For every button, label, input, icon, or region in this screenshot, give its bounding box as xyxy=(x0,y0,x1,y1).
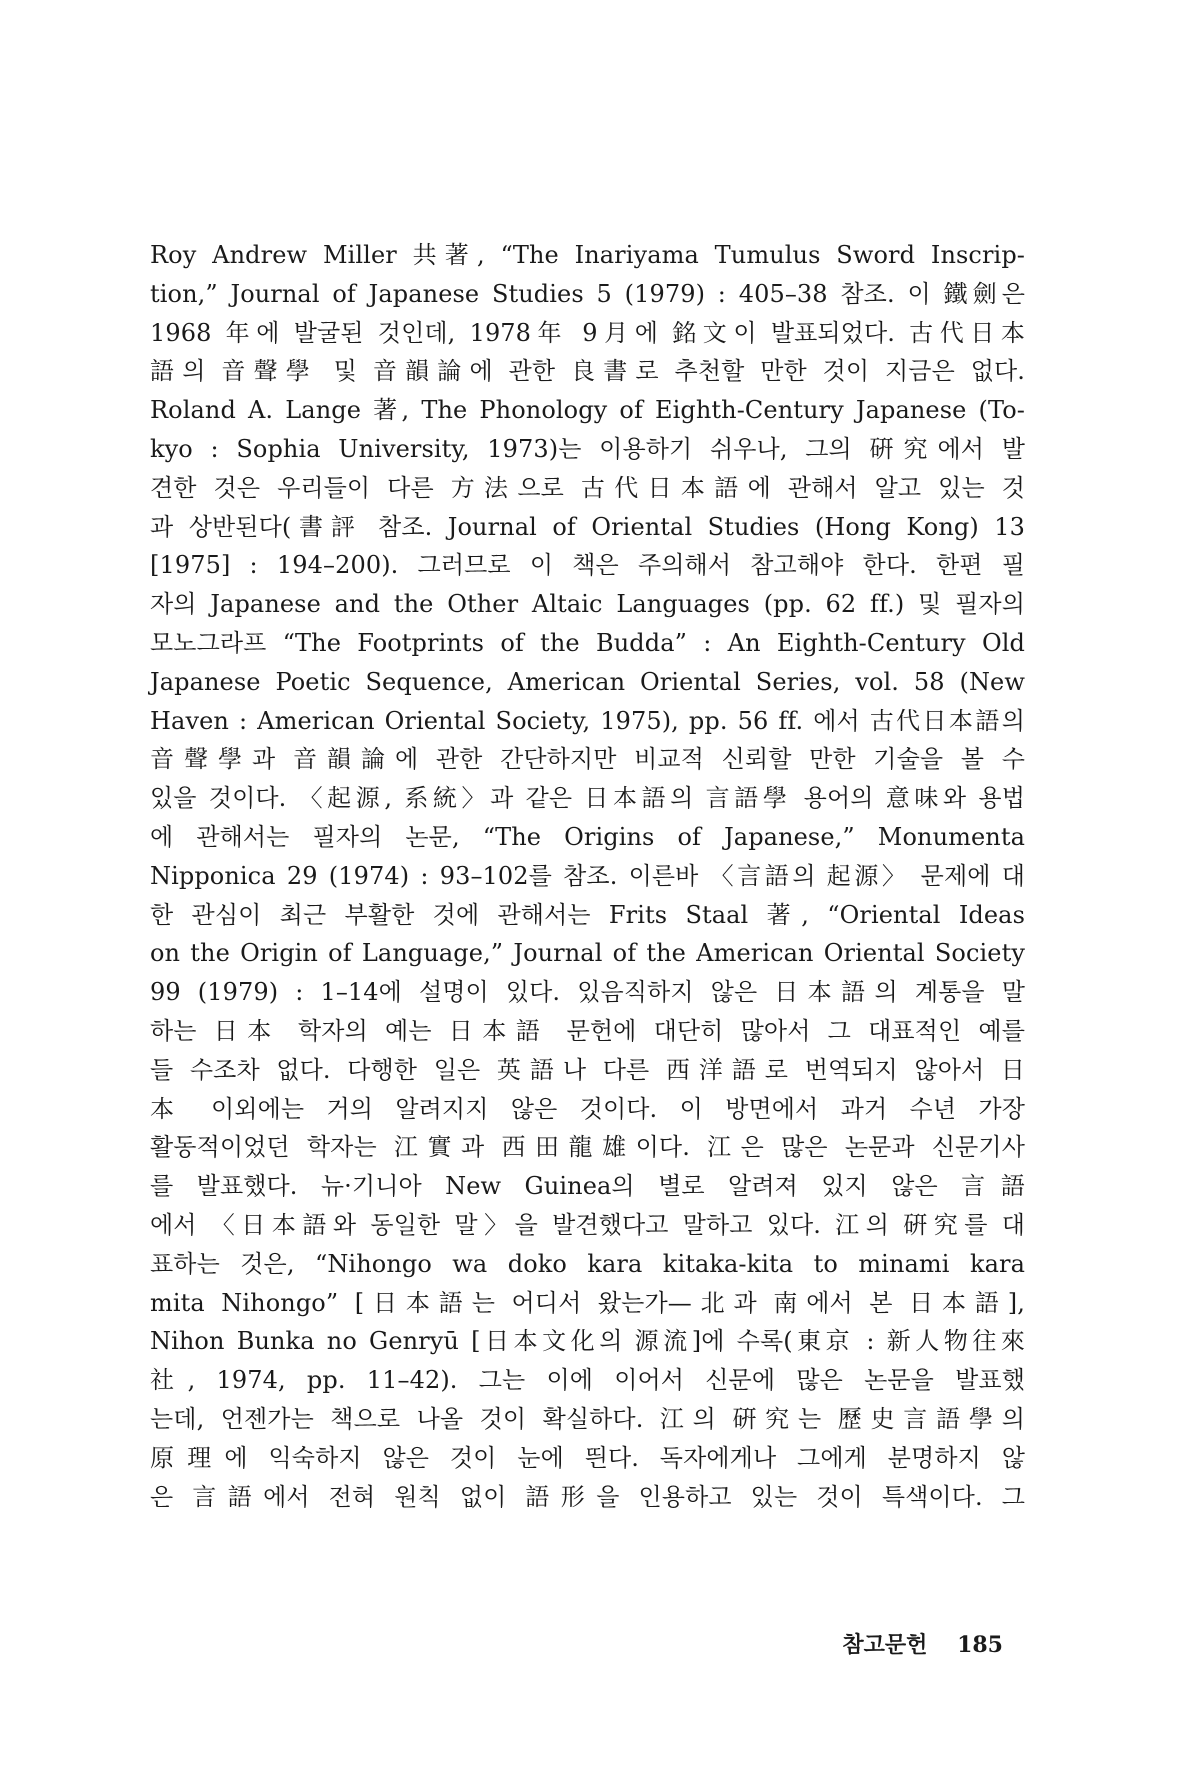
text-line: 과 상반된다(書評 참조. Journal of Oriental Studies (Hong Kong) 13 xyxy=(150,512,1025,541)
text-line: Japanese Poetic Sequence, American Oriental Series, vol. 58 (New xyxy=(150,667,1025,696)
text-line: 社, 1974, pp. 11–42). 그는 이에 이어서 신문에 많은 논문을 발표했 xyxy=(150,1366,1025,1395)
running-footer-title: 참고문헌 xyxy=(842,1632,928,1658)
text-line: 자의 Japanese and the Other Altaic Languages (pp. 62 ff.) 및 필자의 xyxy=(150,590,1025,619)
text-line: 를 발표했다. 뉴·기니아 New Guinea의 별로 알려져 있지 않은 言語 xyxy=(150,1172,1025,1201)
text-line: 활동적이었던 학자는 江實과 西田龍雄이다. 江은 많은 논문과 신문기사 xyxy=(150,1133,1025,1162)
text-line: mita Nihongo” [日本語는 어디서 왔는가—北과 南에서 본 日本語], xyxy=(150,1288,1025,1317)
text-line: 에서 〈日本語와 동일한 말〉을 발견했다고 말하고 있다. 江의 硏究를 대 xyxy=(150,1210,1025,1239)
page-footer xyxy=(842,1628,1003,1659)
bibliography-body xyxy=(150,236,1025,1516)
text-line: tion,” Journal of Japanese Studies 5 (1979) : 405–38 참조. 이 鐵劍은 xyxy=(150,279,1025,308)
text-line: 견한 것은 우리들이 다른 方法으로 古代日本語에 관해서 알고 있는 것 xyxy=(150,473,1025,502)
text-line: Nipponica 29 (1974) : 93–102를 참조. 이른바 〈言語의 起源〉 문제에 대 xyxy=(150,861,1025,890)
text-line: 모노그라프 “The Footprints of the Budda” : An Eighth-Century Old xyxy=(150,628,1025,657)
text-line: on the Origin of Language,” Journal of the American Oriental Society xyxy=(150,939,1025,968)
text-line: 있을 것이다. 〈起源, 系統〉과 같은 日本語의 言語學 용어의 意味와 용법 xyxy=(150,784,1025,813)
text-line: 는데, 언젠가는 책으로 나올 것이 확실하다. 江의 硏究는 歷史言語學의 xyxy=(150,1404,1025,1433)
text-line: 1968 年에 발굴된 것인데, 1978年 9月에 銘文이 발표되었다. 古代日本 xyxy=(150,318,1025,347)
text-line: 하는 日本 학자의 예는 日本語 문헌에 대단히 많아서 그 대표적인 예를 xyxy=(150,1016,1025,1045)
text-line: 99 (1979) : 1–14에 설명이 있다. 있음직하지 않은 日本語의 계통을 말 xyxy=(150,978,1025,1007)
text-line: 들 수조차 없다. 다행한 일은 英語나 다른 西洋語로 번역되지 않아서 日 xyxy=(150,1055,1025,1084)
text-line: 은 言語에서 전혀 원칙 없이 語形을 인용하고 있는 것이 특색이다. 그 xyxy=(150,1482,1025,1511)
page-number: 185 xyxy=(957,1632,1003,1658)
text-line: 音聲學과 音韻論에 관한 간단하지만 비교적 신뢰할 만한 기술을 볼 수 xyxy=(150,745,1025,774)
text-line: 原理에 익숙하지 않은 것이 눈에 띈다. 독자에게나 그에게 분명하지 않 xyxy=(150,1443,1025,1472)
text-line: Roy Andrew Miller 共著, “The Inariyama Tumulus Sword Inscrip- xyxy=(150,241,1025,269)
text-line: Haven : American Oriental Society, 1975), pp. 56 ff. 에서 古代日本語의 xyxy=(150,706,1025,735)
text-line: 에 관해서는 필자의 논문, “The Origins of Japanese,” Monumenta xyxy=(150,822,1025,851)
text-line: [1975] : 194–200). 그러므로 이 책은 주의해서 참고해야 한다. 한편 필 xyxy=(150,551,1025,580)
text-line: Roland A. Lange 著, The Phonology of Eighth-Century Japanese (To- xyxy=(150,396,1025,425)
text-line: 한 관심이 최근 부활한 것에 관해서는 Frits Staal 著, “Oriental Ideas xyxy=(150,900,1025,929)
text-line: kyo : Sophia University, 1973)는 이용하기 쉬우나, 그의 硏究에서 발 xyxy=(150,434,1025,463)
text-line: 표하는 것은, “Nihongo wa doko kara kitaka-kita to minami kara xyxy=(150,1249,1025,1278)
text-line: 語의 音聲學 및 音韻論에 관한 良書로 추천할 만한 것이 지금은 없다. xyxy=(150,357,1025,386)
text-line: 本 이외에는 거의 알려지지 않은 것이다. 이 방면에서 과거 수년 가장 xyxy=(150,1094,1025,1123)
text-line: Nihon Bunka no Genryū [日本文化의 源流]에 수록(東京 : 新人物往來 xyxy=(150,1327,1025,1356)
